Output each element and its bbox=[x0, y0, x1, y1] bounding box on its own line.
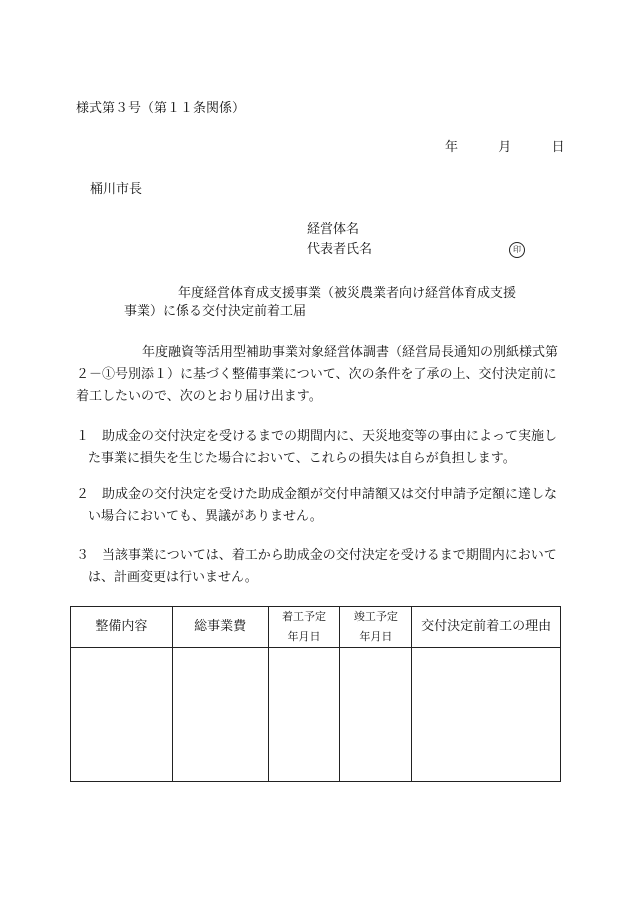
condition-text: 助成金の交付決定を受けた助成金額が交付申請額又は交付申請予定額に達しない場合においても、異議がありません。 bbox=[88, 487, 558, 524]
intro-paragraph: 年度融資等活用型補助事業対象経営体調書（経営局長通知の別紙様式第２－①号別添１）に基づく整備事業について、次の条件を了承の上、交付決定前に着工したいので、次のとおり届け出ます。 bbox=[76, 345, 559, 404]
date-line bbox=[445, 138, 565, 159]
condition-number: １ bbox=[76, 429, 90, 444]
header-start-date: 着工予定 年月日 bbox=[268, 607, 340, 648]
condition-item-1 bbox=[76, 426, 570, 470]
condition-item-3 bbox=[76, 545, 570, 589]
header-total-cost: 総事業費 bbox=[172, 607, 268, 648]
doc-title-line2: 事業）に係る交付決定前着工届 bbox=[124, 304, 307, 319]
condition-number: ３ bbox=[76, 548, 90, 563]
table-header-row bbox=[71, 607, 561, 648]
form-number: 様式第３号（第１１条関係） bbox=[76, 101, 246, 116]
header-completion-date: 竣工予定 年月日 bbox=[340, 607, 412, 648]
date-year-label: 年 bbox=[445, 140, 459, 155]
cell-completion-date[interactable] bbox=[340, 648, 412, 782]
header-reason: 交付決定前着工の理由 bbox=[412, 607, 561, 648]
org-name-label: 経営体名 bbox=[307, 222, 360, 237]
header-work-content: 整備内容 bbox=[71, 607, 173, 648]
work-table bbox=[70, 606, 561, 782]
recipient: 桶川市長 bbox=[90, 182, 143, 197]
condition-text: 助成金の交付決定を受けるまでの期間内に、天災地変等の事由によって実施した事業に損失を生じた場合において、これらの損失は自らが負担します。 bbox=[88, 429, 558, 466]
cell-total-cost[interactable] bbox=[172, 648, 268, 782]
cell-work-content[interactable] bbox=[71, 648, 173, 782]
doc-title-line1: 年度経営体育成支援事業（被災農業者向け経営体育成支援 bbox=[178, 286, 517, 301]
condition-item-2 bbox=[76, 484, 570, 528]
table-row bbox=[71, 648, 561, 782]
condition-number: ２ bbox=[76, 487, 90, 502]
condition-text: 当該事業については、着工から助成金の交付決定を受けるまで期間内においては、計画変更は行いません。 bbox=[88, 548, 557, 585]
date-month-label: 月 bbox=[498, 140, 512, 155]
seal-mark: 印 bbox=[509, 242, 525, 258]
rep-name-label: 代表者氏名 bbox=[307, 242, 373, 257]
date-day-label: 日 bbox=[551, 140, 565, 155]
cell-start-date[interactable] bbox=[268, 648, 340, 782]
cell-reason[interactable] bbox=[412, 648, 561, 782]
